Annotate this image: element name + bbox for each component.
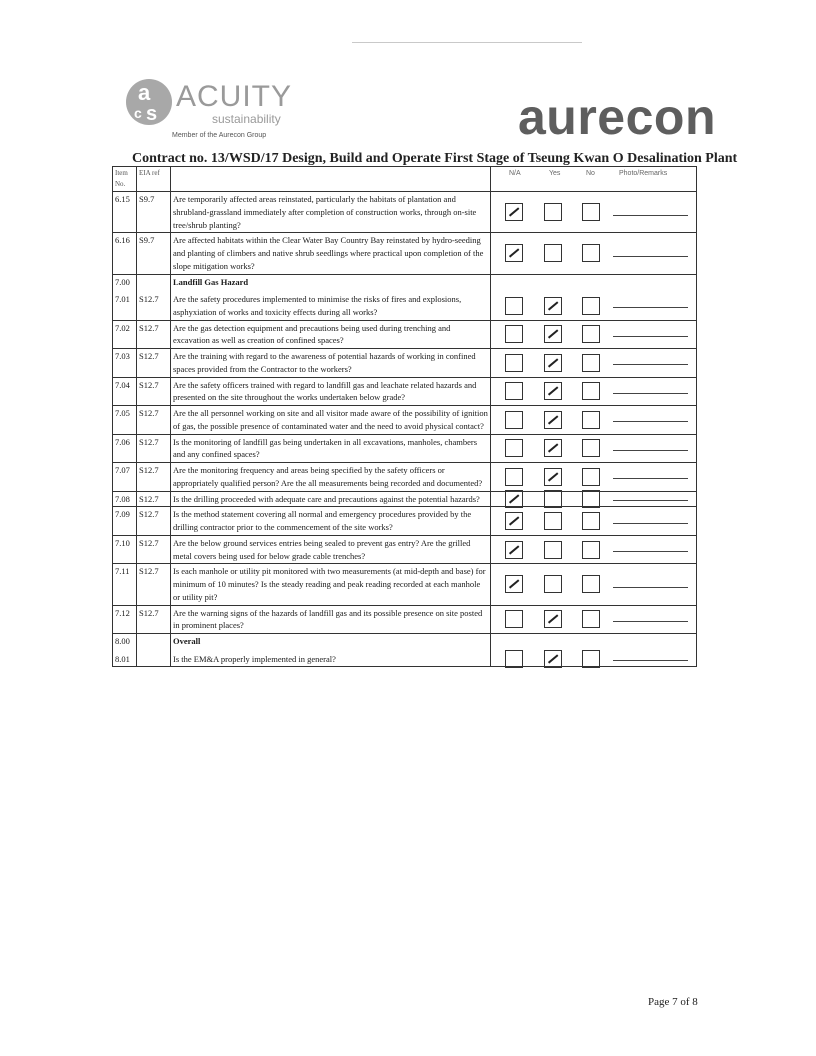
question-text: Are the all personnel working on site and all visitor made aware of the possibility of ignition of gas, the possible presence of contaminated water and the need to avoid physical contact?: [171, 406, 491, 435]
na-checkbox[interactable]: [505, 439, 523, 457]
remarks-line[interactable]: [613, 393, 688, 394]
no-checkbox[interactable]: [582, 468, 600, 486]
answer-cell: [491, 292, 697, 320]
item-number: 7.04: [113, 377, 137, 406]
table-row: [113, 320, 697, 349]
svg-text:a: a: [138, 80, 151, 105]
yes-checkbox[interactable]: [544, 439, 562, 457]
question-text: Is the monitoring of landfill gas being undertaken in all excavations, manholes, chambers and any confined spaces?: [171, 434, 491, 463]
eia-ref: [137, 634, 171, 652]
question-text: Is the EM&A properly implemented in general?: [171, 652, 491, 667]
question-text: Are affected habitats within the Clear Water Bay Country Bay reinstated by hydro-seeding and planting of climbers and native shrub seedlings where practical upon completion of the slope mitigation works?: [171, 233, 491, 274]
na-checkbox[interactable]: [505, 512, 523, 530]
svg-text:s: s: [146, 103, 158, 125]
answer-cell: [491, 652, 697, 667]
answer-cell: [491, 491, 697, 507]
remarks-line[interactable]: [613, 421, 688, 422]
eia-ref: S12.7: [137, 434, 171, 463]
question-text: Is each manhole or utility pit monitored with two measurements (at mid-depth and base) for minimum of 10 minutes? Is the steady reading and peak reading recorded at each manhole or utility pit?: [171, 564, 491, 605]
item-number: 7.03: [113, 349, 137, 378]
no-checkbox[interactable]: [582, 490, 600, 508]
item-number: 8.00: [113, 634, 137, 652]
yes-checkbox[interactable]: [544, 512, 562, 530]
yes-checkbox[interactable]: [544, 203, 562, 221]
yes-checkbox[interactable]: [544, 382, 562, 400]
na-checkbox[interactable]: [505, 203, 523, 221]
header-photo-remarks: Photo/Remarks: [619, 170, 668, 177]
remarks-line[interactable]: [613, 215, 688, 216]
table-row: [113, 507, 697, 536]
table-row: [113, 406, 697, 435]
yes-checkbox[interactable]: [544, 354, 562, 372]
eia-ref: S9.7: [137, 192, 171, 233]
question-text: Are temporarily affected areas reinstated, particularly the habitats of plantation and shrubland-grassland immediately after completion of construction works, through on-site tree/shrub planting?: [171, 192, 491, 233]
item-number: 7.08: [113, 491, 137, 507]
eia-ref: S9.7: [137, 233, 171, 274]
no-checkbox[interactable]: [582, 610, 600, 628]
remarks-line[interactable]: [613, 551, 688, 552]
acuity-logo: [124, 72, 314, 142]
answer-cell: [491, 349, 697, 378]
item-number: 6.16: [113, 233, 137, 274]
answer-cell: [491, 463, 697, 492]
no-checkbox[interactable]: [582, 244, 600, 262]
question-text: Are the warning signs of the hazards of landfill gas and its possible presence on site posted in prominent places?: [171, 605, 491, 634]
question-text: Are the safety procedures implemented to minimise the risks of fires and explosions, asphyxiation of works and toxicity effects during all works?: [171, 292, 491, 320]
table-header-row: [113, 167, 697, 192]
remarks-line[interactable]: [613, 621, 688, 622]
question-text: Are the monitoring frequency and areas being specified by the safety officers or appropriately qualified person? Are the all measurements being recorded and documented?: [171, 463, 491, 492]
remarks-line[interactable]: [613, 256, 688, 257]
question-text: Are the gas detection equipment and precautions being used during trenching and excavation as well as creation of confined spaces?: [171, 320, 491, 349]
item-number: 7.02: [113, 320, 137, 349]
item-number: 7.11: [113, 564, 137, 605]
question-text: Are the safety officers trained with regard to landfill gas and leachate related hazards and presented on the site throughout the works undertaken below grade?: [171, 377, 491, 406]
na-checkbox[interactable]: [505, 411, 523, 429]
question-text: Are the below ground services entries being sealed to prevent gas entry? Are the grilled metal covers being used for below grade cable trenches?: [171, 535, 491, 564]
table-row: [113, 564, 697, 605]
remarks-line[interactable]: [613, 523, 688, 524]
answer-cell: [491, 377, 697, 406]
table-row: [113, 377, 697, 406]
top-rule: [352, 42, 582, 43]
no-checkbox[interactable]: [582, 203, 600, 221]
remarks-line[interactable]: [613, 500, 688, 501]
na-checkbox[interactable]: [505, 490, 523, 508]
question-text: Are the training with regard to the awareness of potential hazards of working in confined spaces provided from the Contractor to the workers?: [171, 349, 491, 378]
answer-cell: [491, 535, 697, 564]
eia-ref: S12.7: [137, 349, 171, 378]
na-checkbox[interactable]: [505, 650, 523, 668]
remarks-line[interactable]: [613, 587, 688, 588]
section-title: Overall: [171, 634, 491, 652]
yes-checkbox[interactable]: [544, 297, 562, 315]
na-checkbox[interactable]: [505, 468, 523, 486]
table-row: [113, 233, 697, 274]
eia-ref: S12.7: [137, 507, 171, 536]
na-checkbox[interactable]: [505, 382, 523, 400]
question-text: Is the method statement covering all normal and emergency procedures provided by the drilling contractor prior to the commencement of the site works?: [171, 507, 491, 536]
remarks-line[interactable]: [613, 660, 688, 661]
table-row: [113, 192, 697, 233]
yes-checkbox[interactable]: [544, 468, 562, 486]
no-checkbox[interactable]: [582, 541, 600, 559]
table-row: [113, 349, 697, 378]
eia-ref: S12.7: [137, 406, 171, 435]
yes-checkbox[interactable]: [544, 610, 562, 628]
eia-ref: S12.7: [137, 320, 171, 349]
header-yes: Yes: [549, 170, 561, 177]
header-na: N/A: [509, 170, 521, 177]
page-number: Page 7 of 8: [648, 996, 698, 1008]
yes-checkbox[interactable]: [544, 490, 562, 508]
header-ref: EIA ref: [137, 167, 171, 192]
no-checkbox[interactable]: [582, 439, 600, 457]
answer-cell: [491, 406, 697, 435]
item-number: 7.01: [113, 292, 137, 320]
aurecon-logo: aurecon: [518, 89, 717, 145]
answer-cell: [491, 564, 697, 605]
section-row: [113, 274, 697, 292]
remarks-line[interactable]: [613, 450, 688, 451]
eia-ref: S12.7: [137, 292, 171, 320]
answer-cell: [491, 274, 697, 292]
section-title: Landfill Gas Hazard: [171, 274, 491, 292]
na-checkbox[interactable]: [505, 575, 523, 593]
answer-cell: [491, 192, 697, 233]
na-checkbox[interactable]: [505, 354, 523, 372]
na-checkbox[interactable]: [505, 610, 523, 628]
header-no: No: [586, 170, 595, 177]
eia-ref: S12.7: [137, 377, 171, 406]
eia-ref: [137, 652, 171, 667]
table-row: [113, 605, 697, 634]
no-checkbox[interactable]: [582, 354, 600, 372]
na-checkbox[interactable]: [505, 325, 523, 343]
eia-ref: [137, 274, 171, 292]
header-answers: [491, 167, 697, 192]
answer-cell: [491, 605, 697, 634]
item-number: 7.06: [113, 434, 137, 463]
eia-ref: S12.7: [137, 605, 171, 634]
no-checkbox[interactable]: [582, 512, 600, 530]
checklist-table: [112, 166, 697, 667]
svg-text:c: c: [134, 105, 142, 121]
yes-checkbox[interactable]: [544, 541, 562, 559]
answer-cell: [491, 507, 697, 536]
na-checkbox[interactable]: [505, 297, 523, 315]
answer-cell: [491, 233, 697, 274]
no-checkbox[interactable]: [582, 297, 600, 315]
acuity-wordmark: ACUITY: [176, 80, 293, 113]
item-number: 7.00: [113, 274, 137, 292]
remarks-line[interactable]: [613, 364, 688, 365]
acuity-member-note: Member of the Aurecon Group: [172, 132, 267, 139]
remarks-line[interactable]: [613, 336, 688, 337]
item-number: 7.10: [113, 535, 137, 564]
question-text: Is the drilling proceeded with adequate care and precautions against the potential hazards?: [171, 491, 491, 507]
no-checkbox[interactable]: [582, 575, 600, 593]
answer-cell: [491, 634, 697, 652]
table-row: [113, 463, 697, 492]
header-item: Item No.: [113, 167, 137, 192]
table-row: [113, 491, 697, 507]
acuity-mark-icon: [124, 72, 176, 134]
na-checkbox[interactable]: [505, 541, 523, 559]
item-number: 7.12: [113, 605, 137, 634]
yes-checkbox[interactable]: [544, 411, 562, 429]
table-row: [113, 535, 697, 564]
item-number: 7.05: [113, 406, 137, 435]
item-number: 7.09: [113, 507, 137, 536]
remarks-line[interactable]: [613, 307, 688, 308]
table-row: [113, 434, 697, 463]
acuity-tagline: sustainability: [212, 112, 281, 126]
eia-ref: S12.7: [137, 491, 171, 507]
na-checkbox[interactable]: [505, 244, 523, 262]
item-number: 6.15: [113, 192, 137, 233]
yes-checkbox[interactable]: [544, 325, 562, 343]
section-row: [113, 634, 697, 652]
answer-cell: [491, 320, 697, 349]
contract-title: Contract no. 13/WSD/17 Design, Build and Operate First Stage of Tseung Kwan O Desalination Plant: [132, 151, 738, 166]
yes-checkbox[interactable]: [544, 244, 562, 262]
remarks-line[interactable]: [613, 478, 688, 479]
eia-ref: S12.7: [137, 463, 171, 492]
item-number: 8.01: [113, 652, 137, 667]
table-row: [113, 652, 697, 667]
eia-ref: S12.7: [137, 535, 171, 564]
no-checkbox[interactable]: [582, 650, 600, 668]
answer-cell: [491, 434, 697, 463]
yes-checkbox[interactable]: [544, 575, 562, 593]
header-question: [171, 167, 491, 192]
item-number: 7.07: [113, 463, 137, 492]
no-checkbox[interactable]: [582, 382, 600, 400]
eia-ref: S12.7: [137, 564, 171, 605]
no-checkbox[interactable]: [582, 411, 600, 429]
table-row: [113, 292, 697, 320]
no-checkbox[interactable]: [582, 325, 600, 343]
yes-checkbox[interactable]: [544, 650, 562, 668]
